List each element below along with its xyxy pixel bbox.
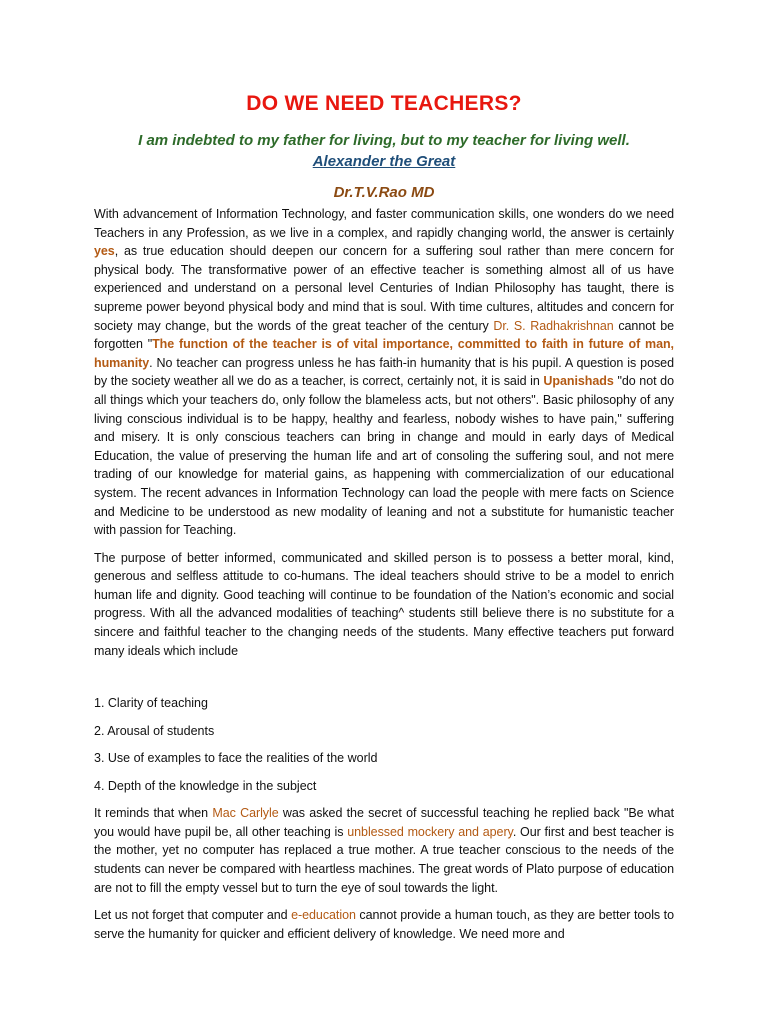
highlight-carlyle: Mac Carlyle bbox=[212, 806, 279, 821]
text-run: "do not do all things which your teachers do, only follow the blameless acts, but not others". Basic philosophy of any living conscious individual is to be happy, healthy and fearless, nobody wishes to have pain," suffering and misery. It is only conscious teachers can bring in change and mould in early days of Medical Education, the value of preserving the human life and art of consoling the suffering soul, and not mere trading of our knowledge for material gains, as happening with commercialization of our educational system. The recent advances in Information Technology can load the people with mere facts on Science and Medicine to be understood as new modality of leaning and not a substitute for humanistic teacher with passion for Teaching. bbox=[94, 374, 674, 538]
highlight-upanishads: Upanishads bbox=[543, 374, 614, 389]
ideals-list bbox=[94, 694, 674, 795]
text-run: It reminds that when bbox=[94, 806, 213, 821]
list-item: 4. Depth of the knowledge in the subject bbox=[94, 778, 317, 793]
highlight-mockery: unblessed mockery and apery bbox=[347, 824, 513, 839]
text-run: . No teacher can progress unless he has faith-in humanity that is his pupil. A question is posed by the society weather all we do as a teacher, is correct, certainly not, it is said in bbox=[94, 355, 674, 389]
highlight-e-education: e-education bbox=[291, 908, 356, 923]
document-author: Dr.T.V.Rao MD bbox=[333, 184, 435, 201]
highlight-yes: yes bbox=[94, 244, 115, 259]
document-title: DO WE NEED TEACHERS? bbox=[246, 92, 522, 115]
text-run: cannot provide a human touch, as they are better tools to serve the humanity for quicker and efficient delivery of knowledge. We need more and bbox=[94, 908, 674, 941]
list-item: 2. Arousal of students bbox=[94, 723, 215, 738]
text-run: was asked the secret of successful teaching he replied back "Be what you would have pupil be, all other teaching is bbox=[94, 806, 674, 839]
text-run: With advancement of Information Technology, and faster communication skills, one wonders do we need Teachers in any Profession, as we live in a complex, and rapidly changing world, the answer is certainly bbox=[94, 207, 674, 240]
highlight-function-quote: The function of the teacher is of vital importance, committed to faith in future of man, humanity bbox=[94, 337, 674, 370]
text-run: . Our first and best teacher is the mother, yet no computer has replaced a true mother. A true teacher conscious to the needs of the students can never be compared with heartless machines. The great words of Plato purpose of education are not to fill the empty vessel but to turn the eye of soul towards the light. bbox=[94, 824, 675, 895]
text-run: " bbox=[147, 337, 153, 352]
paragraph-2: The purpose of better informed, communicated and skilled person is to possess a better moral, kind, generous and selfless attitude to co-humans. The ideal teachers should strive to be a model to enrich human life and dignity. Good teaching will continue to be foundation of the Nation’s economic and social progress. With all the advanced modalities of teaching^ students still believe there is no substitute for a sincere and faithful teacher to the changing needs of the students. Many effective teachers put forward many ideals which include bbox=[94, 550, 674, 658]
epigraph-author-link[interactable]: Alexander the Great bbox=[312, 153, 456, 170]
list-item: 1. Clarity of teaching bbox=[94, 696, 208, 711]
text-run: Let us not forget that computer and bbox=[94, 908, 292, 923]
text-run: , as true education should deepen our concern for a suffering soul rather than mere concern for physical body. The transformative power of an effective teacher is something almost all of us have experienced and understand on a personal level Centuries of Indian Philosophy has taught, there is supreme power beyond physical body and mind that is soul. With time cultures, altitudes and concern for society may change, but the words of the great teacher of the century bbox=[94, 244, 674, 333]
text-run: cannot be forgotten bbox=[94, 318, 674, 352]
paragraph-4 bbox=[94, 906, 674, 943]
paragraph-3 bbox=[94, 804, 674, 897]
paragraph-1 bbox=[94, 205, 674, 540]
epigraph-quote: I am indebted to my father for living, but to my teacher for living well. bbox=[138, 132, 630, 149]
list-item: 3. Use of examples to face the realities of the world bbox=[94, 751, 378, 766]
highlight-radhakrishnan: Dr. S. Radhakrishnan bbox=[493, 318, 614, 333]
